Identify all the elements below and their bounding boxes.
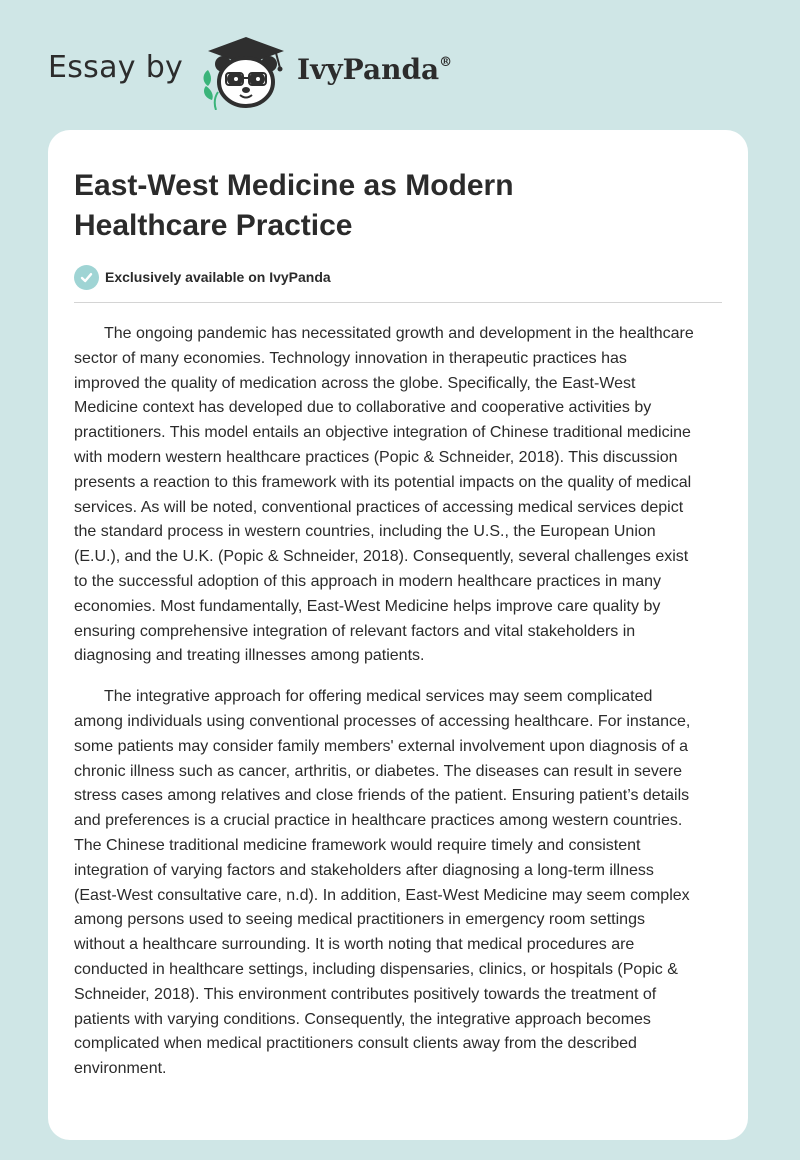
exclusive-badge bbox=[74, 264, 331, 290]
site-header bbox=[0, 0, 800, 120]
essay-body bbox=[74, 322, 724, 1098]
brand-name[interactable] bbox=[297, 53, 452, 86]
essay-title: East-West Medicine as Modern Healthcare Practice bbox=[74, 169, 514, 242]
title-divider bbox=[74, 302, 722, 303]
panda-graduate-logo-icon[interactable] bbox=[200, 34, 292, 110]
essay-by-label: Essay by bbox=[48, 50, 184, 85]
exclusive-badge-label: Exclusively available on IvyPanda bbox=[105, 269, 331, 285]
essay-card bbox=[48, 130, 748, 1140]
brand-name-text: IvyPanda bbox=[297, 53, 440, 86]
check-circle-icon bbox=[74, 265, 99, 290]
essay-paragraph: The integrative approach for offering medical services may seem complicated among individuals using conventional processes of accessing healthcare. For instance, some patients may consider family members' external involvement upon diagnosis of a chronic illness such as cancer, arthritis, or diabetes. The diseases can result in severe stress cases among relatives and close friends of the patient. Ensuring patient’s details and preferences is a crucial practice in healthcare practices among western countries. The Chinese traditional medicine framework would require timely and consistent integration of varying factors and stakeholders after diagnosing a long-term illness (East-West consultative care, n.d). In addition, East-West Medicine may seem complex among persons used to seeing medical practitioners in emergency room settings without a healthcare surrounding. It is worth noting that medical procedures are conducted in healthcare settings, including dispensaries, clinics, or hospitals (Popic & Schneider, 2018). This environment contributes positively towards the treatment of patients with varying conditions. Consequently, the integrative approach becomes complicated when medical practitioners consult clients away from the described environment. bbox=[74, 688, 691, 1078]
trademark-symbol: ® bbox=[439, 55, 453, 70]
essay-paragraph: The ongoing pandemic has necessitated growth and development in the healthcare sector of many economies. Technology innovation in therapeutic practices has improved the quality of medication across the globe. Specifically, the East-West Medicine context has developed due to collaborative and cooperative activities by practitioners. This model entails an objective integration of Chinese traditional medicine with modern western healthcare practices (Popic & Schneider, 2018). This discussion presents a reaction to this framework with its potential impacts on the quality of medical services. As will be noted, conventional practices of accessing medical services depict the standard process in western countries, including the U.S., the European Union (E.U.), and the U.K. (Popic & Schneider, 2018). Consequently, several challenges exist to the successful adoption of this approach in modern healthcare practices in many economies. Most fundamentally, East-West Medicine helps improve care quality by ensuring comprehensive integration of relevant factors and vital stakeholders in diagnosing and treating illnesses among patients. bbox=[74, 325, 694, 665]
